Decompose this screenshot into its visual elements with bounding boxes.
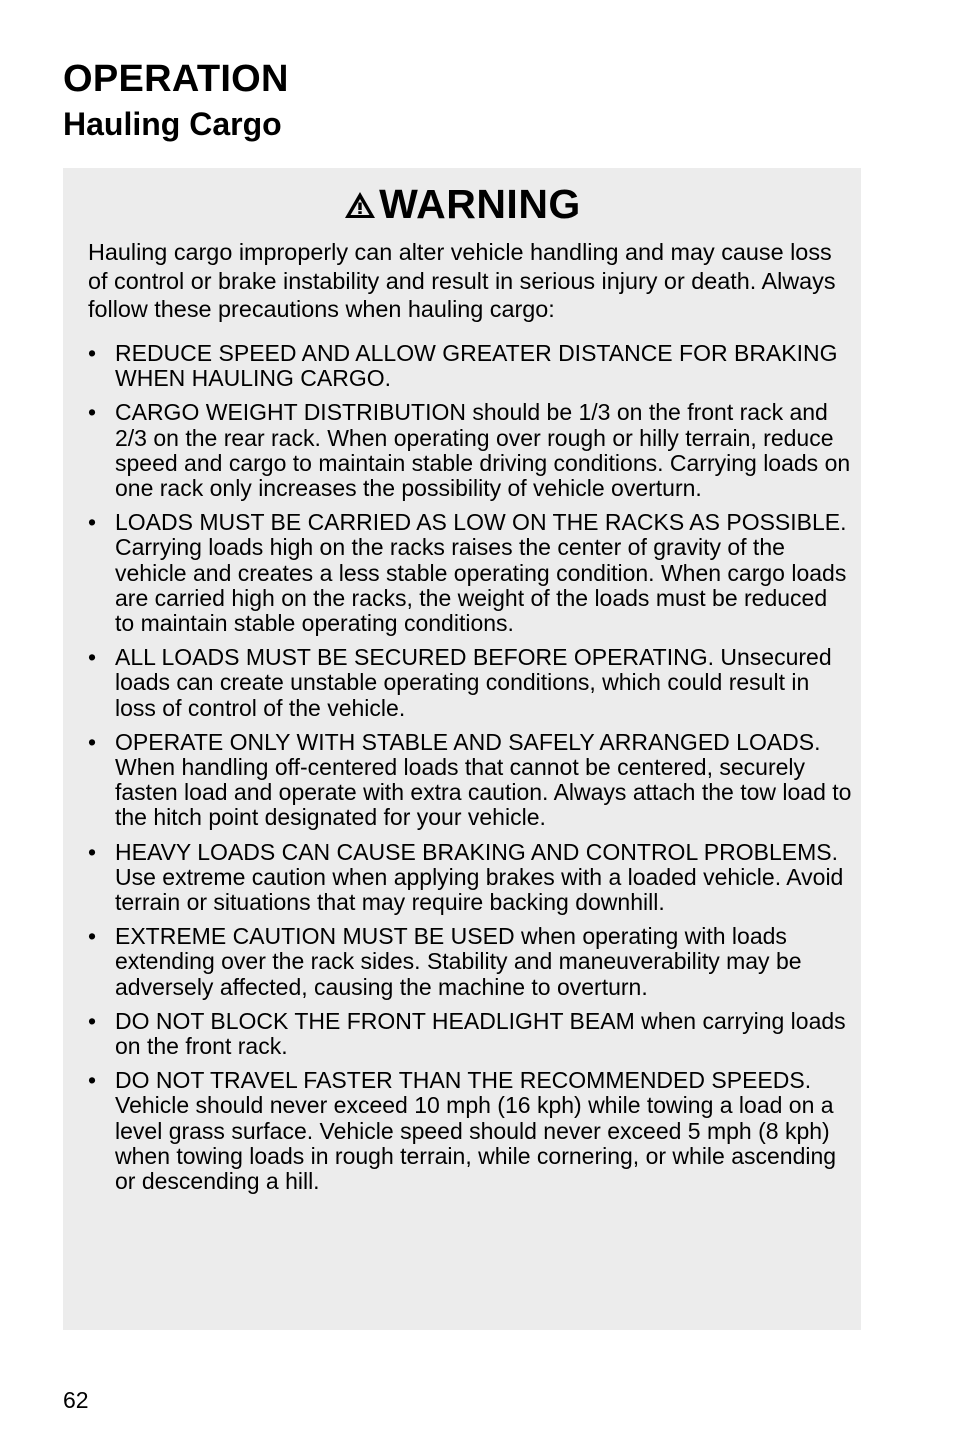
list-item-text: HEAVY LOADS CAN CAUSE BRAKING AND CONTROL PROBLEMS. Use extreme caution when applying brakes with a loaded vehicle. Avoid terrain or situations that may require backing downhill. [115, 838, 844, 916]
list-item-text: DO NOT TRAVEL FASTER THAN THE RECOMMENDED SPEEDS. Vehicle should never exceed 10 mph (16 kph) while towing a load on a level grass surface. Vehicle speed should never exceed 5 mph (8 kph) when towing loads in rough terrain, while cornering, or while ascending or descending a hill. [115, 1067, 837, 1195]
bullet-icon: • [88, 728, 97, 755]
list-item [88, 1009, 852, 1059]
warning-box [63, 168, 861, 1330]
bullet-icon: • [88, 1067, 97, 1094]
list-item [88, 840, 852, 916]
precautions-list [88, 341, 852, 1203]
bullet-icon: • [88, 399, 97, 426]
warning-title: WARNING [379, 181, 581, 227]
bullet-icon: • [88, 340, 97, 366]
bullet-icon: • [88, 838, 97, 865]
warning-heading [63, 180, 861, 230]
list-item [88, 645, 852, 721]
bullet-icon: • [88, 923, 97, 950]
list-item-text: OPERATE ONLY WITH STABLE AND SAFELY ARRANGED LOADS. When handling off-centered loads that cannot be centered, securely fasten load and operate with extra caution. Always attach the tow load to the hitch point designated for your vehicle. [115, 728, 852, 831]
list-item-text: EXTREME CAUTION MUST BE USED when operating with loads extending over the rack sides. Stability and maneuverability may be adversely affected, causing the machine to overturn. [115, 923, 802, 1000]
list-item-text: LOADS MUST BE CARRIED AS LOW ON THE RACKS AS POSSIBLE. Carrying loads high on the racks raises the center of gravity of the vehicle and creates a less stable operating condition. When cargo loads are carried high on the racks, the weight of the loads must be reduced to maintain stable operating conditions. [115, 509, 847, 637]
page-number: 62 [63, 1387, 89, 1413]
list-item [88, 400, 852, 501]
list-item [88, 924, 852, 1000]
section-title: OPERATION [63, 58, 289, 100]
list-item [88, 730, 852, 831]
bullet-icon: • [88, 509, 97, 536]
list-item [88, 510, 852, 636]
section-subtitle: Hauling Cargo [63, 106, 282, 142]
bullet-icon: • [88, 644, 97, 671]
list-item-text: DO NOT BLOCK THE FRONT HEADLIGHT BEAM when carrying loads on the front rack. [115, 1007, 846, 1060]
list-item [88, 1068, 852, 1194]
bullet-icon: • [88, 1007, 97, 1034]
list-item-text: CARGO WEIGHT DISTRIBUTION should be 1/3 on the front rack and 2/3 on the rear rack. When operating over rough or hilly terrain, reduce speed and cargo to maintain stable driving conditions. Carrying loads on one rack only increases the possibility of vehicle overturn. [115, 399, 851, 502]
list-item-text: ALL LOADS MUST BE SECURED BEFORE OPERATING. Unsecured loads can create unstable operating conditions, which could result in loss of control of the vehicle. [115, 644, 832, 721]
list-item [88, 341, 852, 391]
warning-intro: Hauling cargo improperly can alter vehicle handling and may cause loss of control or brake instability and result in serious injury or death. Always follow these precautions when hauling cargo: [88, 239, 836, 322]
warning-triangle-icon [343, 182, 377, 230]
list-item-text: REDUCE SPEED AND ALLOW GREATER DISTANCE FOR BRAKING WHEN HAULING CARGO. [115, 340, 838, 392]
